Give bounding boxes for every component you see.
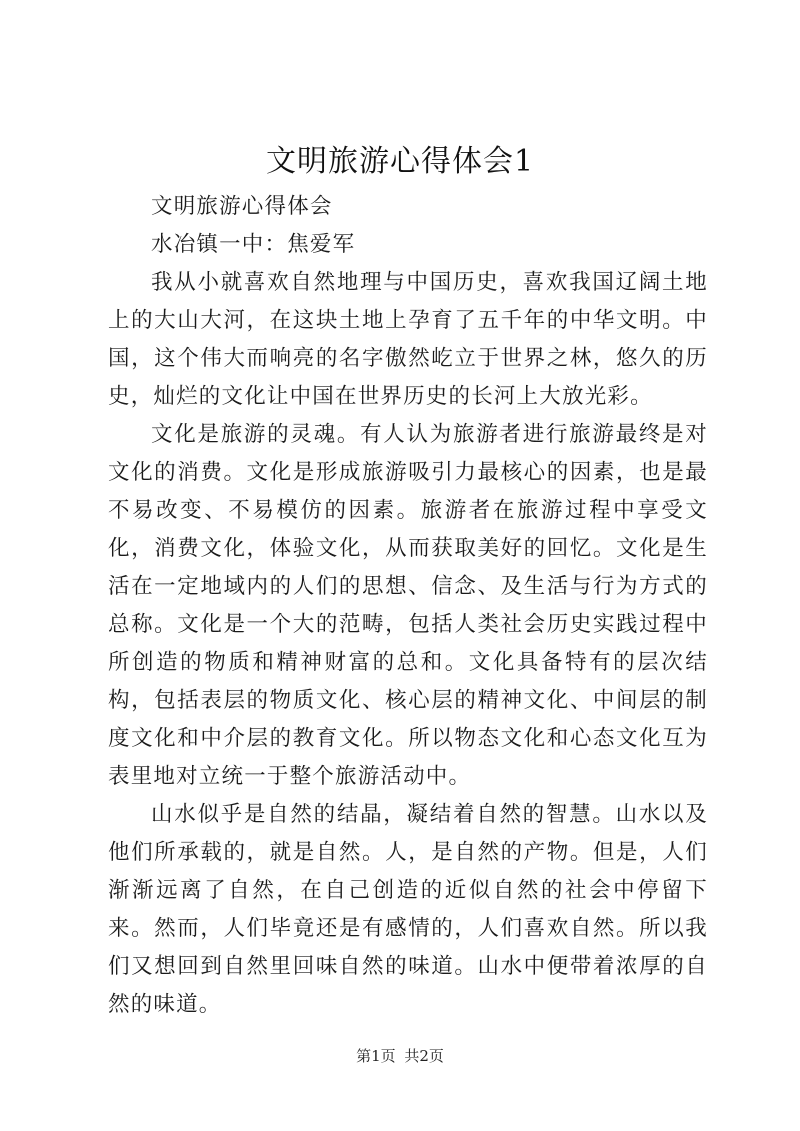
document-body [108,188,708,1024]
paragraph-1: 我从小就喜欢自然地理与中国历史，喜欢我国辽阔土地上的大山大河，在这块土地上孕育了五千年的中华文明。中国，这个伟大而响亮的名字傲然屹立于世界之林，悠久的历史，灿烂的文化让中国在世界历史的长河上大放光彩。 [108,270,708,409]
page-number: 第1页 [356,1047,396,1065]
page-footer [0,1046,800,1066]
subtitle-line: 文明旅游心得体会 [151,194,333,219]
document-title: 文明旅游心得体会1 [265,144,535,179]
author-line: 水冶镇一中：焦爱军 [151,232,356,257]
page-total: 共2页 [404,1047,444,1065]
paragraph-3: 山水似乎是自然的结晶，凝结着自然的智慧。山水以及他们所承载的，就是自然。人，是自然的产物。但是，人们渐渐远离了自然，在自己创造的近似自然的社会中停留下来。然而，人们毕竟还是有感情的，人们喜欢自然。所以我们又想回到自然里回味自然的味道。山水中便带着浓厚的自然的味道。 [108,802,708,1017]
paragraph-2: 文化是旅游的灵魂。有人认为旅游者进行旅游最终是对文化的消费。文化是形成旅游吸引力最核心的因素，也是最不易改变、不易模仿的因素。旅游者在旅游过程中享受文化，消费文化，体验文化，从而获取美好的回忆。文化是生活在一定地域内的人们的思想、信念、及生活与行为方式的总称。文化是一个大的范畴，包括人类社会历史实践过程中所创造的物质和精神财富的总和。文化具备特有的层次结构，包括表层的物质文化、核心层的精神文化、中间层的制度文化和中介层的教育文化。所以物态文化和心态文化互为表里地对立统一于整个旅游活动中。 [108,422,708,789]
